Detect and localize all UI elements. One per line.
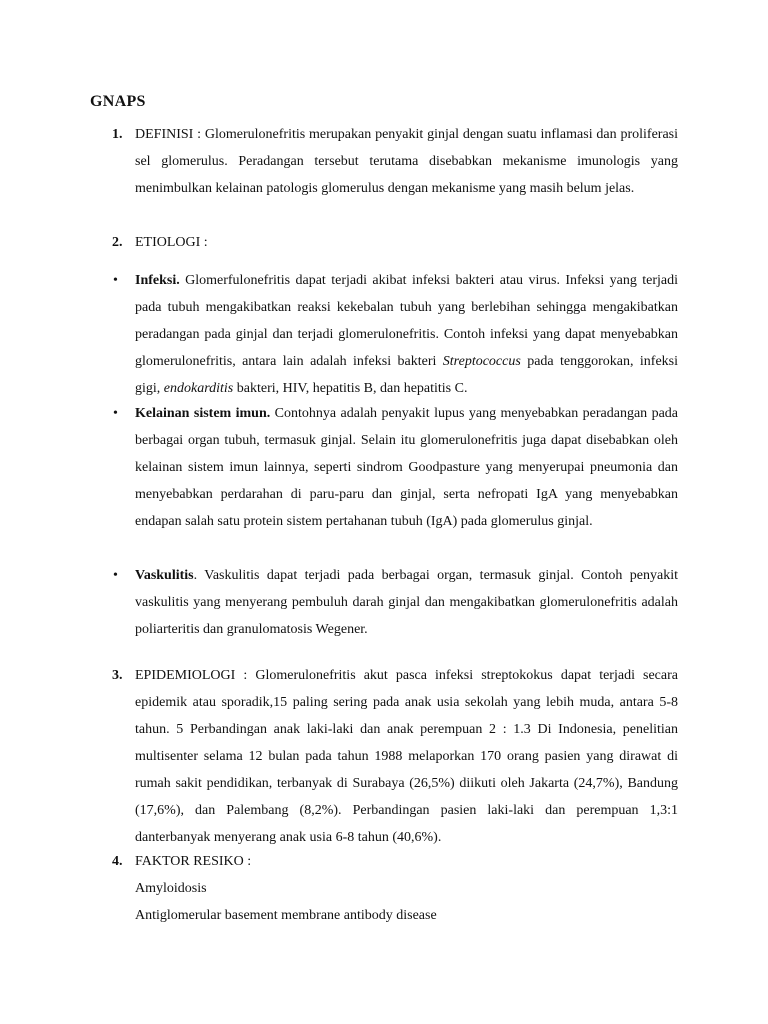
etiologi-bullets-2 [0,400,768,535]
list-item [0,848,768,875]
bullet-text: . Vaskulitis dapat terjadi pada berbagai organ, termasuk ginjal. Contoh penyakit vaskulitis yang menyerang pembuluh darah ginjal dan mengakibatkan glomerulonefritis adalah poliarteritis dan granulomatosis Wegener. [135,568,678,637]
bullet-imun [135,400,678,535]
section-definisi [0,121,768,202]
epidemiologi-text: EPIDEMIOLOGI : Glomerulonefritis akut pasca infeksi streptokokus dapat terjadi secara epidemik atau sporadik,15 paling sering pada anak usia sekolah yang lebih muda, antara 5-8 tahun. 5 Perbandingan anak laki-laki dan anak perempuan 2 : 1.3 Di Indonesia, penelitian multisenter selama 12 bulan pada tahun 1988 melaporkan 170 orang pasien yang dirawat di rumah sakit pendidikan, terbanyak di Surabaya (26,5%) diikuti oleh Jakarta (24,7%), Bandung (17,6%), dan Palembang (8,2%). Perbandingan pasien laki-laki dan perempuan 1,3:1 danterbanyak menyerang anak usia 6-8 tahun (40,6%). [135,668,678,845]
bullet-lead: Vaskulitis [135,568,194,583]
list-number: 2. [112,235,123,250]
list-item [0,121,768,202]
list-item [0,229,768,256]
faktor-item-amyloidosis: Amyloidosis [135,881,207,896]
list-item [0,562,768,643]
list-item [0,662,768,851]
bullet-marker: • [113,568,118,583]
bullet-lead: Kelainan sistem imun. [135,406,271,421]
faktor-resiko-heading: FAKTOR RESIKO : [135,854,252,869]
list-number: 3. [112,668,123,683]
etiologi-bullets-3 [0,562,768,643]
list-number: 1. [112,127,123,142]
list-item [0,267,768,402]
section-etiologi [0,229,768,256]
faktor-item-antiglomerular: Antiglomerular basement membrane antibody disease [135,908,437,923]
list-item [0,400,768,535]
bullet-italic: Streptococcus [442,354,521,369]
etiologi-heading: ETIOLOGI : [135,235,208,250]
bullet-marker: • [113,406,118,421]
bullet-text: Glomerfulonefritis dapat terjadi akibat infeksi bakteri atau virus. Infeksi yang terjadi pada tubuh mengakibatkan reaksi kekebalan tubuh yang berlebihan sehingga mengakibatkan peradangan pada ginjal dan terjadi glomerulonefritis. Contoh infeksi yang dapat menyebabkan glomerulonefritis, antara lain adalah infeksi bakteri [135,273,678,369]
etiologi-bullets [0,267,768,402]
bullet-infeksi [135,267,678,402]
bullet-lead: Infeksi. [135,273,180,288]
section-epidemiologi [0,662,768,851]
document-title: GNAPS [90,93,146,110]
bullet-text: pada tenggorokan, infeksi gigi, [135,354,679,396]
bullet-text: bakteri, HIV, hepatitis B, dan hepatitis C. [233,381,468,396]
list-number: 4. [112,854,123,869]
bullet-vaskulitis [135,562,678,643]
section-faktor-resiko [0,848,768,929]
bullet-marker: • [113,273,118,288]
bullet-text: Contohnya adalah penyakit lupus yang menyebabkan peradangan pada berbagai organ tubuh, termasuk ginjal. Selain itu glomerulonefritis juga dapat disebabkan oleh kelainan sistem imun lainnya, seperti sindrom Goodpasture yang menyerupai pneumonia dan menyebabkan perdarahan di paru-paru dan ginjal, serta nefropati IgA yang menyebabkan endapan salah satu protein sistem pertahanan tubuh (IgA) pada glomerulus ginjal. [135,406,679,529]
definisi-text: DEFINISI : Glomerulonefritis merupakan penyakit ginjal dengan suatu inflamasi dan proliferasi sel glomerulus. Peradangan tersebut terutama disebabkan mekanisme imunologis yang menimbulkan kelainan patologis glomerulus dengan mekanisme yang masih belum jelas. [135,127,678,196]
bullet-italic: endokarditis [163,381,234,396]
